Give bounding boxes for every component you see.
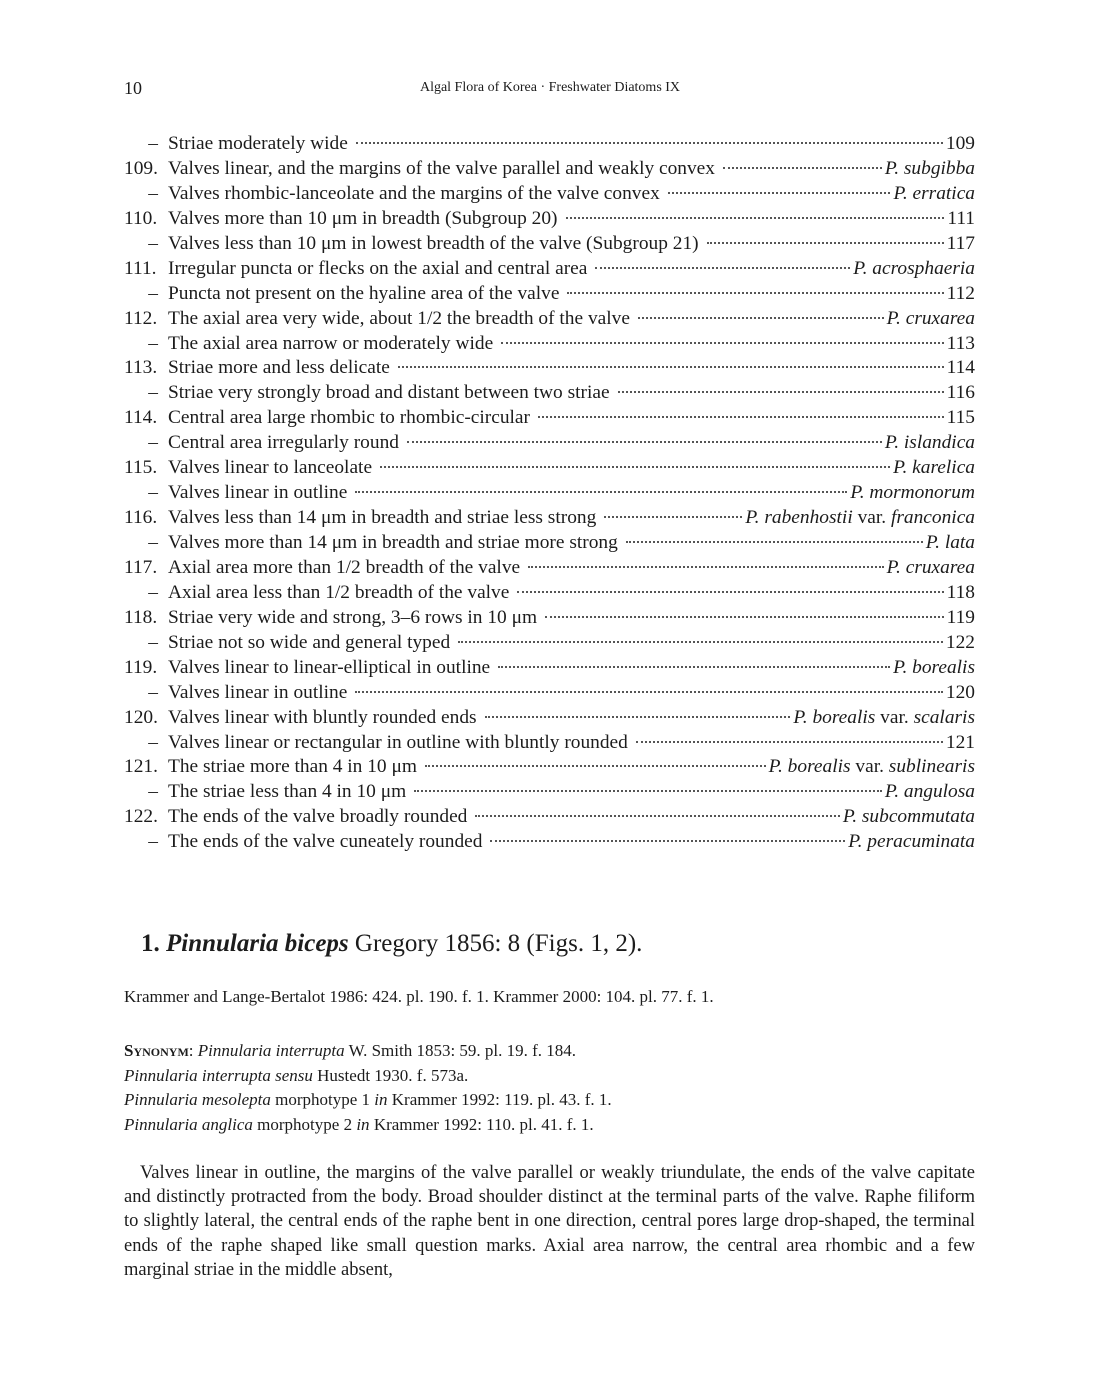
dot-leader [458,641,943,643]
dot-leader [380,466,890,468]
key-taxon-result [893,457,975,479]
key-row [124,806,975,831]
key-row [124,133,975,158]
key-target-text: P. angulosa [884,781,975,803]
dot-leader [618,391,944,393]
key-target-text: P. cruxarea [886,556,975,578]
dot-leader [498,666,890,668]
key-taxon-result [745,507,975,529]
key-target-text: 111 [947,207,975,229]
synonym-name: Pinnularia mesolepta [124,1090,271,1109]
key-row [124,283,975,308]
variety-name: sublinearis [888,756,975,778]
key-lead-text: Valves linear to lanceolate [168,457,373,479]
key-next-couplet [947,582,975,604]
key-lead-text: Valves more than 10 μm in breadth (Subgroup 20) [168,207,558,229]
dot-leader [545,616,944,618]
key-row [124,208,975,233]
key-lead-text: Puncta not present on the hyaline area of the valve [168,282,560,304]
species-number: 1. [141,930,160,957]
key-target-text: P. erratica [893,182,975,204]
key-lead-text: Central area irregularly round [168,432,399,454]
key-taxon-result [850,482,975,504]
key-target-text: P. subgibba [884,157,975,179]
variety-name: scalaris [913,706,975,728]
key-next-couplet [946,682,975,704]
key-row [124,607,975,632]
key-row [124,732,975,757]
key-target-text: 116 [946,382,975,404]
key-lead-text: Striae moderately wide [168,133,348,154]
key-row [124,557,975,582]
dot-leader [407,441,882,443]
dot-leader [355,691,943,693]
key-couplet-number: – [148,831,158,853]
dot-leader [355,491,847,493]
key-next-couplet [946,133,975,155]
key-row [124,357,975,382]
key-target-text: 109 [945,133,975,154]
key-couplet-number: – [148,482,158,504]
key-lead-text: Valves more than 14 μm in breadth and striae more strong [168,532,618,553]
key-couplet-number: 109. [124,157,158,179]
key-target-text: P. borealis [893,656,975,678]
key-couplet-number: – [148,731,158,753]
key-target-text: P. mormonorum [850,482,975,504]
dot-leader [723,167,882,169]
synonym-citation: W. Smith 1853: 59. pl. 19. f. 184. [344,1041,577,1060]
key-next-couplet [947,233,975,255]
key-row [124,158,975,183]
key-taxon-result [853,258,975,280]
key-couplet-number: 120. [124,706,158,728]
key-row [124,382,975,407]
key-couplet-number: – [148,581,158,603]
key-couplet-number: – [148,532,158,553]
variety-label: var. [880,706,909,728]
key-lead-text: The ends of the valve broadly rounded [168,806,468,828]
key-row [124,457,975,482]
dot-leader [636,741,943,743]
key-row [124,308,975,333]
key-row [124,432,975,457]
key-lead-text: Valves linear in outline [168,482,348,504]
key-couplet-number: – [148,182,158,204]
key-taxon-result [893,183,975,205]
key-target-text: 117 [946,232,975,254]
key-row [124,632,975,657]
variety-name: franconica [890,507,975,529]
dot-leader [501,342,943,344]
key-couplet-number: – [148,781,158,803]
dot-leader [490,840,845,842]
key-row [124,657,975,682]
key-couplet-number: – [148,382,158,404]
key-taxon-result [843,806,975,828]
key-row [124,582,975,607]
key-row [124,781,975,806]
key-couplet-number: 119. [124,656,158,678]
key-next-couplet [947,607,975,629]
key-couplet-number: 114. [124,407,158,429]
dot-leader [528,566,884,568]
key-couplet-number: – [148,681,158,703]
key-target-text: P. acrosphaeria [853,257,975,279]
dot-leader [485,716,791,718]
key-lead-text: The striae more than 4 in 10 μm [168,756,417,778]
synonym-line [124,1113,612,1138]
key-lead-text: Valves linear with bluntly rounded ends [168,706,477,728]
identification-key [124,133,975,856]
key-target-text: 120 [945,681,975,703]
key-target-text: P. peracuminata [848,831,975,853]
synonym-citation: morphotype 2 [252,1114,357,1134]
synonym-name: Pinnularia interrupta sensu [124,1065,313,1085]
dot-leader [668,192,891,194]
synonym-name: Pinnularia interrupta [197,1041,345,1060]
key-lead-text: The axial area narrow or moderately wide [168,332,494,354]
key-couplet-number: – [148,432,158,454]
key-lead-text: Valves linear or rectangular in outline with bluntly rounded [168,731,628,753]
key-lead-text: Striae not so wide and general typed [168,631,451,653]
key-lead-text: Valves less than 14 μm in breadth and striae less strong [168,507,597,529]
key-row [124,407,975,432]
key-taxon-result [885,158,975,180]
synonym-name: Pinnularia anglica [124,1114,253,1134]
key-row [124,507,975,532]
key-next-couplet [947,333,975,355]
key-row [124,682,975,707]
key-lead-text: Axial area less than 1/2 breadth of the valve [168,581,510,603]
key-couplet-number: 116. [124,507,158,529]
key-couplet-number: 118. [124,606,158,628]
synonym-in: in [374,1090,388,1109]
key-next-couplet [947,382,975,404]
key-target-text: 118 [946,581,975,603]
key-target-text: 114 [946,357,975,379]
synonym-in: in [356,1114,370,1134]
key-taxon-result [885,432,975,454]
key-target-text: P. karelica [893,457,975,479]
key-row [124,183,975,208]
key-lead-text: The ends of the valve cuneately rounded [168,831,483,853]
key-taxon-result [887,308,975,330]
dot-leader [414,790,882,792]
dot-leader [638,317,884,319]
dot-leader [595,267,850,269]
key-target-text: 115 [946,407,975,429]
dot-leader [538,416,944,418]
key-lead-text: Striae very strongly broad and distant between two striae [168,382,610,404]
variety-label: var. [857,507,887,529]
key-next-couplet [947,283,975,305]
dot-leader [425,765,766,767]
key-target-text: P. borealis [768,756,851,778]
key-row [124,707,975,732]
key-couplet-number: 111. [124,257,157,279]
species-name: Pinnularia biceps [166,930,349,957]
key-target-text: P. rabenhostii [745,507,853,529]
synonym-line [124,1088,612,1113]
key-next-couplet [947,208,975,230]
key-target-text: 113 [946,332,975,354]
dot-leader [567,292,943,294]
key-couplet-number: – [148,332,158,354]
key-lead-text: Valves less than 10 μm in lowest breadth of the valve (Subgroup 21) [168,232,699,254]
dot-leader [604,516,742,518]
key-target-text: 121 [945,731,975,753]
dot-leader [356,142,943,144]
key-target-text: P. cruxarea [886,307,975,329]
key-couplet-number: – [148,232,158,254]
synonym-label: Synonym [124,1041,189,1060]
key-couplet-number: – [148,282,158,304]
key-taxon-result [926,532,975,554]
variety-label: var. [855,756,884,778]
key-row [124,756,975,781]
key-couplet-number: 115. [124,457,158,479]
running-head: Algal Flora of Korea · Freshwater Diatoms IX [419,80,681,95]
synonym-line: Synonym: Pinnularia interrupta W. Smith 1853: 59. pl. 19. f. 184. [124,1041,577,1060]
key-taxon-result [887,557,975,579]
key-target-text: P. lata [925,532,975,553]
synonym-citation: morphotype 1 [270,1090,375,1109]
key-lead-text: Valves rhombic-lanceolate and the margins of the valve convex [168,182,660,204]
key-taxon-result [885,781,975,803]
synonym-line [124,1064,612,1089]
key-couplet-number: – [148,631,158,653]
key-row [124,333,975,358]
key-row [124,258,975,283]
key-next-couplet [947,407,975,429]
key-lead-text: Valves linear in outline [168,681,348,703]
key-row [124,482,975,507]
dot-leader [398,366,944,368]
key-lead-text: The striae less than 4 in 10 μm [168,781,407,803]
key-couplet-number: – [148,133,158,154]
key-target-text: P. subcommutata [842,806,975,828]
key-lead-text: Striae more and less delicate [168,357,390,379]
species-description: Valves linear in outline, the margins of the valve parallel or weakly triundulate, the ends of the valve capitate and distinctly protracted from the body. Broad shoulder distinct at the terminal parts of the valve. Raphe filiform to slightly lateral, the central ends of the raphe bent in one direction, central pores large drop-shaped, the terminal ends of the raphe shaped like small question marks. Axial area narrow, the central area rhombic and a few marginal striae in the middle absent, [124,1163,975,1280]
synonym-citation: Hustedt 1930. f. 573a. [312,1065,469,1085]
page-number: 10 [124,78,142,98]
key-target-text: P. borealis [793,706,876,728]
dot-leader [566,217,945,219]
synonym-block [124,1039,612,1137]
key-lead-text: Valves linear to linear-elliptical in outline [168,656,491,678]
species-authority: Gregory 1856: 8 (Figs. 1, 2). [354,930,643,957]
dot-leader [626,541,923,543]
references: Krammer and Lange-Bertalot 1986: 424. pl. 190. f. 1. Krammer 2000: 104. pl. 77. f. 1. [124,987,714,1006]
dot-leader [707,242,944,244]
species-heading [141,930,642,958]
key-lead-text: Axial area more than 1/2 breadth of the valve [168,556,521,578]
key-taxon-result [769,756,975,778]
key-next-couplet [947,357,975,379]
key-couplet-number: 110. [124,207,158,229]
dot-leader [475,815,839,817]
key-target-text: 122 [945,631,975,653]
key-lead-text: Striae very wide and strong, 3–6 rows in 10 μm [168,606,538,628]
key-next-couplet [946,632,975,654]
key-target-text: P. islandica [884,432,975,454]
key-lead-text: Valves linear, and the margins of the valve parallel and weakly convex [168,157,715,179]
key-row [124,831,975,856]
key-couplet-number: 113. [124,357,158,379]
synonym-citation: Krammer 1992: 119. pl. 43. f. 1. [387,1090,612,1109]
key-lead-text: Central area large rhombic to rhombic-circular [168,407,530,429]
key-taxon-result [793,707,975,729]
key-taxon-result [893,657,975,679]
key-target-text: 119 [946,606,975,628]
key-couplet-number: 122. [124,806,158,828]
dot-leader [517,591,943,593]
key-couplet-number: 121. [124,756,158,778]
key-couplet-number: 117. [124,556,158,578]
key-taxon-result [848,831,975,853]
key-next-couplet [946,732,975,754]
key-row [124,233,975,258]
key-row [124,532,975,557]
synonym-citation: Krammer 1992: 110. pl. 41. f. 1. [369,1114,594,1134]
key-couplet-number: 112. [124,307,158,329]
key-lead-text: The axial area very wide, about 1/2 the breadth of the valve [168,307,630,329]
key-target-text: 112 [946,282,975,304]
key-lead-text: Irregular puncta or flecks on the axial and central area [168,257,588,279]
